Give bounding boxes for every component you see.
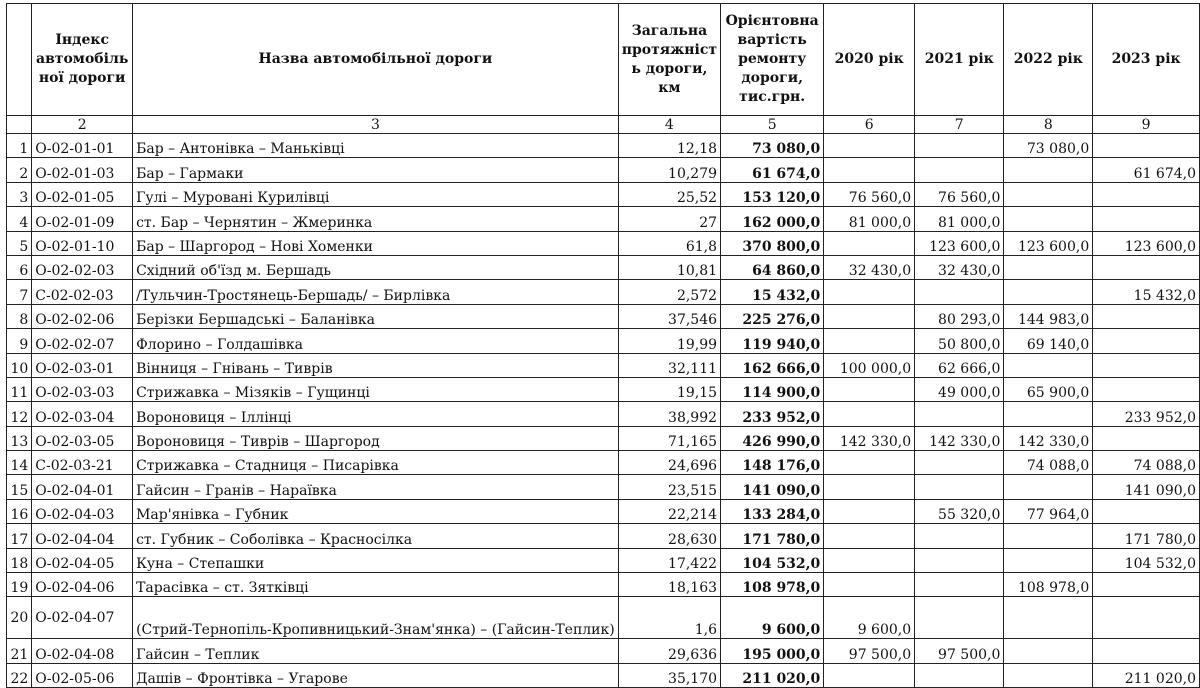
road-length-cell: 12,18 [618, 134, 720, 158]
repair-cost-cell: 15 432,0 [721, 280, 824, 304]
road-name-cell: (Стрий-Тернопіль-Кропивницький-Знам'янка) – (Гайсин-Теплик) [133, 597, 619, 639]
row-number: 1 [7, 134, 32, 158]
header-year-2021: 2021 рік [915, 4, 1004, 116]
year-2022-cell [1004, 158, 1093, 182]
repair-cost-cell: 233 952,0 [721, 402, 824, 426]
year-2023-cell [1093, 329, 1200, 353]
year-2023-cell [1093, 255, 1200, 279]
year-2022-cell [1004, 182, 1093, 206]
year-2021-cell [915, 280, 1004, 304]
column-number: 5 [721, 116, 824, 134]
table-row [7, 451, 1200, 475]
year-2020-cell: 97 500,0 [824, 639, 915, 663]
road-index-cell: С-02-03-21 [32, 451, 133, 475]
row-number: 7 [7, 280, 32, 304]
year-2021-cell [915, 475, 1004, 499]
road-length-cell: 61,8 [618, 231, 720, 255]
road-index-cell: С-02-02-03 [32, 280, 133, 304]
road-name-cell: Дашів – Фронтівка – Угарове [133, 663, 619, 687]
year-2021-cell: 76 560,0 [915, 182, 1004, 206]
table-row [7, 255, 1200, 279]
year-2021-cell: 32 430,0 [915, 255, 1004, 279]
column-number: 6 [824, 116, 915, 134]
road-name-cell: Флорино – Голдашівка [133, 329, 619, 353]
road-length-cell: 2,572 [618, 280, 720, 304]
repair-cost-cell: 162 666,0 [721, 353, 824, 377]
year-2022-cell: 144 983,0 [1004, 304, 1093, 328]
year-2021-cell [915, 134, 1004, 158]
year-2023-cell [1093, 182, 1200, 206]
year-2021-cell: 49 000,0 [915, 377, 1004, 401]
year-2023-cell: 233 952,0 [1093, 402, 1200, 426]
row-number: 18 [7, 548, 32, 572]
road-index-cell: О-02-02-07 [32, 329, 133, 353]
row-number: 21 [7, 639, 32, 663]
year-2023-cell [1093, 353, 1200, 377]
year-2021-cell [915, 451, 1004, 475]
column-number: 4 [618, 116, 720, 134]
year-2021-cell [915, 573, 1004, 597]
road-length-cell: 19,99 [618, 329, 720, 353]
road-index-cell: О-02-04-05 [32, 548, 133, 572]
row-number: 2 [7, 158, 32, 182]
row-number: 9 [7, 329, 32, 353]
year-2022-cell: 69 140,0 [1004, 329, 1093, 353]
road-length-cell: 19,15 [618, 377, 720, 401]
year-2022-cell: 65 900,0 [1004, 377, 1093, 401]
row-number: 6 [7, 255, 32, 279]
table-row [7, 548, 1200, 572]
header-year-2022: 2022 рік [1004, 4, 1093, 116]
road-name-cell: Мар'янівка – Губник [133, 499, 619, 523]
road-index-cell: О-02-04-06 [32, 573, 133, 597]
table-row [7, 158, 1200, 182]
year-2021-cell: 142 330,0 [915, 426, 1004, 450]
repair-cost-cell: 61 674,0 [721, 158, 824, 182]
road-index-cell: О-02-04-03 [32, 499, 133, 523]
road-name-cell: Бар – Шаргород – Нові Хоменки [133, 231, 619, 255]
year-2022-cell [1004, 402, 1093, 426]
year-2022-cell [1004, 207, 1093, 231]
road-length-cell: 18,163 [618, 573, 720, 597]
year-2022-cell [1004, 255, 1093, 279]
year-2023-cell [1093, 207, 1200, 231]
table-row [7, 475, 1200, 499]
column-number: 3 [133, 116, 619, 134]
repair-cost-cell: 114 900,0 [721, 377, 824, 401]
year-2021-cell: 50 800,0 [915, 329, 1004, 353]
year-2020-cell [824, 524, 915, 548]
year-2020-cell [824, 402, 915, 426]
repair-cost-cell: 162 000,0 [721, 207, 824, 231]
road-length-cell: 23,515 [618, 475, 720, 499]
road-length-cell: 38,992 [618, 402, 720, 426]
year-2020-cell [824, 475, 915, 499]
year-2020-cell [824, 231, 915, 255]
road-name-cell: Стрижавка – Стадниця – Писарівка [133, 451, 619, 475]
year-2020-cell: 81 000,0 [824, 207, 915, 231]
road-length-cell: 28,630 [618, 524, 720, 548]
year-2023-cell [1093, 304, 1200, 328]
year-2020-cell [824, 499, 915, 523]
repair-cost-cell: 64 860,0 [721, 255, 824, 279]
year-2020-cell [824, 377, 915, 401]
road-name-cell: Берізки Бершадські – Баланівка [133, 304, 619, 328]
row-number: 20 [7, 597, 32, 639]
column-number [7, 116, 32, 134]
road-name-cell: Бар – Антонівка – Маньківці [133, 134, 619, 158]
road-length-cell: 22,214 [618, 499, 720, 523]
row-number: 15 [7, 475, 32, 499]
road-name-cell: Східний об'їзд м. Бершадь [133, 255, 619, 279]
year-2020-cell: 76 560,0 [824, 182, 915, 206]
road-index-cell: О-02-01-09 [32, 207, 133, 231]
road-name-cell: Вороновиця – Іллінці [133, 402, 619, 426]
year-2020-cell: 142 330,0 [824, 426, 915, 450]
year-2023-cell: 104 532,0 [1093, 548, 1200, 572]
road-length-cell: 32,111 [618, 353, 720, 377]
table-row [7, 597, 1200, 639]
road-index-cell: О-02-03-03 [32, 377, 133, 401]
road-name-cell: Вороновиця – Тиврів – Шаргород [133, 426, 619, 450]
road-index-cell: О-02-03-04 [32, 402, 133, 426]
road-name-cell: /Тульчин-Тростянець-Бершадь/ – Бирлівка [133, 280, 619, 304]
table-row [7, 377, 1200, 401]
repair-cost-cell: 9 600,0 [721, 597, 824, 639]
row-number: 17 [7, 524, 32, 548]
road-index-cell: О-02-04-01 [32, 475, 133, 499]
year-2022-cell: 74 088,0 [1004, 451, 1093, 475]
header-year-2023: 2023 рік [1093, 4, 1200, 116]
year-2020-cell [824, 158, 915, 182]
road-name-cell: Бар – Гармаки [133, 158, 619, 182]
repair-cost-cell: 426 990,0 [721, 426, 824, 450]
repair-cost-cell: 171 780,0 [721, 524, 824, 548]
repair-cost-cell: 153 120,0 [721, 182, 824, 206]
road-length-cell: 27 [618, 207, 720, 231]
year-2022-cell [1004, 663, 1093, 687]
row-number: 4 [7, 207, 32, 231]
year-2023-cell: 171 780,0 [1093, 524, 1200, 548]
road-length-cell: 10,279 [618, 158, 720, 182]
table-row [7, 329, 1200, 353]
year-2021-cell [915, 597, 1004, 639]
year-2021-cell: 97 500,0 [915, 639, 1004, 663]
repair-cost-cell: 148 176,0 [721, 451, 824, 475]
road-name-cell: Куна – Степашки [133, 548, 619, 572]
header-row-number [7, 4, 32, 116]
year-2023-cell [1093, 573, 1200, 597]
road-index-cell: О-02-01-10 [32, 231, 133, 255]
table-row [7, 426, 1200, 450]
road-name-cell: Гайсин – Теплик [133, 639, 619, 663]
year-2022-cell: 77 964,0 [1004, 499, 1093, 523]
year-2023-cell [1093, 134, 1200, 158]
row-number: 8 [7, 304, 32, 328]
road-index-cell: О-02-02-06 [32, 304, 133, 328]
row-number: 11 [7, 377, 32, 401]
road-length-cell: 37,546 [618, 304, 720, 328]
year-2022-cell: 73 080,0 [1004, 134, 1093, 158]
column-number-row [7, 116, 1200, 134]
repair-cost-cell: 195 000,0 [721, 639, 824, 663]
year-2023-cell: 74 088,0 [1093, 451, 1200, 475]
year-2023-cell: 141 090,0 [1093, 475, 1200, 499]
year-2020-cell [824, 134, 915, 158]
year-2023-cell: 123 600,0 [1093, 231, 1200, 255]
road-length-cell: 25,52 [618, 182, 720, 206]
road-index-cell: О-02-03-05 [32, 426, 133, 450]
repair-cost-cell: 141 090,0 [721, 475, 824, 499]
year-2021-cell [915, 402, 1004, 426]
road-length-cell: 24,696 [618, 451, 720, 475]
repair-cost-cell: 370 800,0 [721, 231, 824, 255]
table-body [7, 116, 1200, 688]
table-row [7, 524, 1200, 548]
year-2022-cell [1004, 548, 1093, 572]
row-number: 10 [7, 353, 32, 377]
year-2020-cell [824, 304, 915, 328]
table-row [7, 134, 1200, 158]
column-number: 8 [1004, 116, 1093, 134]
year-2022-cell [1004, 280, 1093, 304]
year-2022-cell [1004, 639, 1093, 663]
year-2023-cell: 15 432,0 [1093, 280, 1200, 304]
road-length-cell: 17,422 [618, 548, 720, 572]
table-row [7, 207, 1200, 231]
road-name-cell: Гулі – Муровані Курилівці [133, 182, 619, 206]
row-number: 16 [7, 499, 32, 523]
road-index-cell: О-02-01-05 [32, 182, 133, 206]
road-index-cell: О-02-04-07 [32, 597, 133, 639]
year-2022-cell: 123 600,0 [1004, 231, 1093, 255]
row-number: 13 [7, 426, 32, 450]
header-row [7, 4, 1200, 116]
repair-cost-cell: 73 080,0 [721, 134, 824, 158]
year-2023-cell [1093, 597, 1200, 639]
table-row [7, 402, 1200, 426]
year-2023-cell: 61 674,0 [1093, 158, 1200, 182]
year-2020-cell [824, 663, 915, 687]
year-2023-cell [1093, 426, 1200, 450]
road-name-cell: Тарасівка – ст. Зятківці [133, 573, 619, 597]
year-2020-cell [824, 280, 915, 304]
column-number: 7 [915, 116, 1004, 134]
column-number: 2 [32, 116, 133, 134]
year-2023-cell [1093, 377, 1200, 401]
repair-cost-cell: 211 020,0 [721, 663, 824, 687]
year-2022-cell: 142 330,0 [1004, 426, 1093, 450]
road-length-cell: 1,6 [618, 597, 720, 639]
row-number: 5 [7, 231, 32, 255]
road-index-cell: О-02-01-03 [32, 158, 133, 182]
header-year-2020: 2020 рік [824, 4, 915, 116]
year-2022-cell [1004, 475, 1093, 499]
year-2020-cell [824, 451, 915, 475]
year-2021-cell [915, 524, 1004, 548]
row-number: 3 [7, 182, 32, 206]
year-2021-cell: 81 000,0 [915, 207, 1004, 231]
table-row [7, 663, 1200, 687]
year-2021-cell: 62 666,0 [915, 353, 1004, 377]
table-row [7, 639, 1200, 663]
road-name-cell: ст. Губник – Соболівка – Красносілка [133, 524, 619, 548]
year-2020-cell [824, 548, 915, 572]
year-2020-cell: 100 000,0 [824, 353, 915, 377]
year-2020-cell: 32 430,0 [824, 255, 915, 279]
year-2020-cell: 9 600,0 [824, 597, 915, 639]
year-2021-cell [915, 663, 1004, 687]
header-road-name: Назва автомобільної дороги [133, 4, 619, 116]
year-2022-cell [1004, 597, 1093, 639]
year-2022-cell [1004, 353, 1093, 377]
year-2021-cell [915, 548, 1004, 572]
road-name-cell: Гайсин – Гранів – Нараївка [133, 475, 619, 499]
repair-cost-cell: 133 284,0 [721, 499, 824, 523]
row-number: 14 [7, 451, 32, 475]
roads-repair-table [6, 3, 1200, 688]
road-index-cell: О-02-01-01 [32, 134, 133, 158]
repair-cost-cell: 119 940,0 [721, 329, 824, 353]
header-road-index: Індекс автомобіль ної дороги [32, 4, 133, 116]
road-index-cell: О-02-03-01 [32, 353, 133, 377]
year-2021-cell: 80 293,0 [915, 304, 1004, 328]
road-length-cell: 35,170 [618, 663, 720, 687]
header-repair-cost: Орієнтовна вартість ремонту дороги, тис.грн. [721, 4, 824, 116]
column-number: 9 [1093, 116, 1200, 134]
repair-cost-cell: 108 978,0 [721, 573, 824, 597]
table-row [7, 499, 1200, 523]
road-index-cell: О-02-04-04 [32, 524, 133, 548]
table-row [7, 573, 1200, 597]
year-2021-cell: 123 600,0 [915, 231, 1004, 255]
road-name-cell: Вінниця – Гнівань – Тиврів [133, 353, 619, 377]
header-road-length: Загальна протяжніст ь дороги, км [618, 4, 720, 116]
road-length-cell: 71,165 [618, 426, 720, 450]
year-2023-cell [1093, 499, 1200, 523]
year-2022-cell: 108 978,0 [1004, 573, 1093, 597]
repair-cost-cell: 104 532,0 [721, 548, 824, 572]
row-number: 12 [7, 402, 32, 426]
road-index-cell: О-02-04-08 [32, 639, 133, 663]
road-length-cell: 29,636 [618, 639, 720, 663]
table-row [7, 231, 1200, 255]
table-row [7, 304, 1200, 328]
road-name-cell: ст. Бар – Чернятин – Жмеринка [133, 207, 619, 231]
year-2021-cell [915, 158, 1004, 182]
repair-cost-cell: 225 276,0 [721, 304, 824, 328]
row-number: 22 [7, 663, 32, 687]
year-2020-cell [824, 573, 915, 597]
table-row [7, 353, 1200, 377]
year-2020-cell [824, 329, 915, 353]
year-2021-cell: 55 320,0 [915, 499, 1004, 523]
year-2022-cell [1004, 524, 1093, 548]
road-length-cell: 10,81 [618, 255, 720, 279]
road-index-cell: О-02-02-03 [32, 255, 133, 279]
table-row [7, 182, 1200, 206]
year-2023-cell [1093, 639, 1200, 663]
road-index-cell: О-02-05-06 [32, 663, 133, 687]
row-number: 19 [7, 573, 32, 597]
road-name-cell: Стрижавка – Мізяків – Гущинці [133, 377, 619, 401]
table-row [7, 280, 1200, 304]
year-2023-cell: 211 020,0 [1093, 663, 1200, 687]
